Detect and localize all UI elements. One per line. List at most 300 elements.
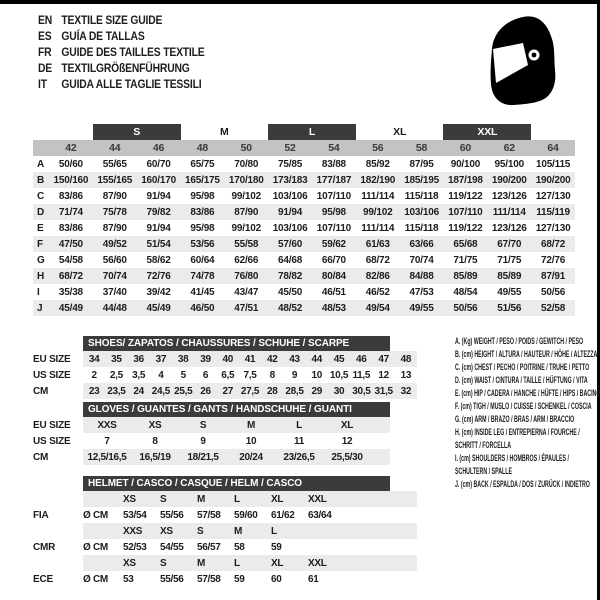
legend-item <box>455 387 600 400</box>
measurement-value: 123/126 <box>491 190 527 202</box>
language-title: TEXTILE SIZE GUIDE <box>61 15 163 27</box>
legend-item <box>455 452 600 478</box>
measurement-value: 84/88 <box>409 270 434 282</box>
shoes-eu-value: 41 <box>239 351 261 367</box>
shoes-cm-value: 27,5 <box>239 383 261 399</box>
measurement-value: 71/75 <box>497 254 522 266</box>
helmet-size-value: 58 <box>234 541 245 553</box>
size-row-label: EU SIZE <box>33 419 71 431</box>
size-group-header: L <box>268 124 356 140</box>
shoes-eu-value: 47 <box>372 351 394 367</box>
language-row <box>38 61 205 77</box>
measurement-value: 115/118 <box>404 190 439 202</box>
helmet-size-header-row <box>33 523 417 539</box>
measurement-value: 87/90 <box>102 222 127 234</box>
measurement-value: 103/106 <box>272 190 308 202</box>
measurement-value: 50/56 <box>453 302 478 314</box>
measurement-value: 44/48 <box>102 302 127 314</box>
helmet-size-header: M <box>234 523 271 539</box>
cert-label: CMR <box>33 541 56 553</box>
filler-cell <box>371 433 390 449</box>
measurement-row-label: B <box>37 174 45 186</box>
measurement-value: 68/72 <box>541 238 566 250</box>
shoes-us-value: 4 <box>158 369 164 381</box>
shoes-row <box>33 383 417 399</box>
language-title: GUIDA ALLE TAGLIE TESSILI <box>61 79 202 91</box>
measurement-value: 107/110 <box>316 222 351 234</box>
measurement-value: 170/180 <box>228 174 264 186</box>
shoes-row <box>33 367 417 383</box>
gloves-section <box>33 402 390 465</box>
unit-spacer <box>83 555 123 571</box>
diameter-unit-label: Ø CM <box>83 573 108 585</box>
size-column-header: 60 <box>459 142 472 154</box>
measurement-row <box>33 236 575 252</box>
helmet-size-value: 63/64 <box>308 509 332 521</box>
measurement-value: 49/55 <box>497 286 522 298</box>
shoes-cm-value: 27 <box>217 383 239 399</box>
helmet-size-value: 53 <box>123 573 134 585</box>
language-row <box>38 45 205 61</box>
measurement-value: 91/94 <box>146 222 171 234</box>
helmet-size-header: XXS <box>123 523 160 539</box>
helmet-value-row <box>33 539 417 555</box>
measurement-value: 43/47 <box>234 286 259 298</box>
measurement-row <box>33 204 575 220</box>
cert-label: FIA <box>33 509 49 521</box>
shoes-cm-value: 23 <box>83 383 105 399</box>
group-spacer <box>531 124 575 140</box>
measurement-value: 70/74 <box>409 254 434 266</box>
helmet-size-header: XL <box>271 491 308 507</box>
measurement-value: 70/74 <box>102 270 127 282</box>
measurement-value: 83/88 <box>321 158 346 170</box>
measurement-value: 127/130 <box>535 222 571 234</box>
measurement-value: 51/56 <box>497 302 522 314</box>
helmet-section <box>33 476 417 587</box>
measurement-row-label: H <box>37 270 45 282</box>
shoes-eu-value: 44 <box>306 351 328 367</box>
measurement-value: 111/114 <box>361 190 395 202</box>
language-row <box>38 77 205 93</box>
gloves-eu-value: S <box>179 417 227 433</box>
size-group-header: S <box>93 124 181 140</box>
shoes-us-value: 8 <box>269 369 275 381</box>
gloves-us-value: 9 <box>200 435 206 447</box>
helmet-size-value: 59/60 <box>234 509 258 521</box>
helmet-table <box>33 491 417 587</box>
measurement-value: 49/54 <box>365 302 390 314</box>
textile-size-table <box>33 124 575 316</box>
shoes-us-value: 7,5 <box>243 369 257 381</box>
measurement-row-label: G <box>37 254 45 266</box>
measurement-value: 95/98 <box>190 222 215 234</box>
size-group-row <box>33 124 575 140</box>
helmet-size-value: 60 <box>271 573 282 585</box>
gloves-eu-value: XL <box>323 417 371 433</box>
gloves-eu-value: XXS <box>83 417 131 433</box>
measurement-value: 79/82 <box>146 206 171 218</box>
legend-item <box>455 335 600 348</box>
measurement-row <box>33 188 575 204</box>
measurement-value: 95/98 <box>321 206 346 218</box>
measurement-value: 103/106 <box>404 206 439 218</box>
measurement-value: 49/52 <box>102 238 127 250</box>
measurement-value: 90/100 <box>450 158 481 170</box>
helmet-size-value: 55/56 <box>160 509 184 521</box>
filler-cell <box>345 539 417 555</box>
helmet-size-header-row <box>33 491 417 507</box>
measurement-row-label: A <box>37 158 45 170</box>
measurement-value: 103/106 <box>272 222 308 234</box>
measurement-value: 87/90 <box>102 190 127 202</box>
size-group-header: M <box>220 126 229 138</box>
measurement-value: 35/38 <box>58 286 83 298</box>
helmet-size-header: M <box>197 491 234 507</box>
helmet-size-header: M <box>197 555 234 571</box>
gloves-us-value: 7 <box>104 435 110 447</box>
measurement-value: 68/72 <box>58 270 83 282</box>
measurement-value: 60/64 <box>190 254 215 266</box>
legend-line: E. (cm) HIP / CADERA / HANCHE / HÜFTE / HIPS / BACINO <box>455 388 600 398</box>
measurement-value: 85/89 <box>497 270 522 282</box>
measurement-value: 41/45 <box>190 286 215 298</box>
helmet-size-header: XL <box>271 555 308 571</box>
measurement-value: 83/86 <box>58 222 83 234</box>
gloves-eu-value: XS <box>131 417 179 433</box>
measurement-value: 51/54 <box>146 238 171 250</box>
measurement-value: 71/74 <box>58 206 83 218</box>
filler-cell <box>371 417 390 433</box>
helmet-size-value: 59 <box>234 573 245 585</box>
gloves-us-value: 12 <box>341 435 353 447</box>
gloves-row <box>33 433 390 449</box>
helmet-size-value: 61 <box>308 573 319 585</box>
measurement-row-label: I <box>37 286 40 298</box>
size-column-header: 54 <box>328 142 340 154</box>
measurement-value: 71/75 <box>453 254 478 266</box>
measurement-row <box>33 268 575 284</box>
legend-line: C. (cm) CHEST / PECHO / POITRINE / TRUHE / PETTO <box>455 362 590 372</box>
measurement-value: 78/82 <box>278 270 303 282</box>
measurement-value: 74/78 <box>190 270 215 282</box>
measurement-value: 68/72 <box>365 254 390 266</box>
measurement-row-label: C <box>37 190 45 202</box>
measurement-value: 105/115 <box>535 158 571 170</box>
measurement-value: 62/66 <box>234 254 259 266</box>
gloves-cm-value: 18/21,5 <box>179 449 227 465</box>
size-column-header: 44 <box>109 142 121 154</box>
shoes-us-value: 5 <box>180 369 186 381</box>
measurement-value: 76/80 <box>234 270 259 282</box>
measurement-value: 67/70 <box>497 238 522 250</box>
measurement-value: 50/60 <box>58 158 83 170</box>
measurement-row <box>33 252 575 268</box>
measurement-value: 119/122 <box>448 190 483 202</box>
measurement-legend <box>455 335 600 491</box>
measurement-value: 185/195 <box>404 174 439 186</box>
measurement-value: 115/119 <box>536 206 570 218</box>
corner-cell <box>33 140 49 156</box>
helmet-value-row <box>33 507 417 523</box>
legend-line: D. (cm) WAIST / CINTURA / TAILLE / HÜFTUNG / VITA <box>455 375 588 385</box>
measurement-value: 91/94 <box>146 190 171 202</box>
size-header-row <box>33 140 575 156</box>
measurement-value: 56/60 <box>102 254 127 266</box>
helmet-section-title: HELMET / CASCO / CASQUE / HELM / CASCO <box>83 476 390 491</box>
shoes-us-value: 11,5 <box>352 369 371 381</box>
legend-line: B. (cm) HEIGHT / ALTURA / HAUTEUR / HÖHE / ALTEZZA <box>455 349 598 359</box>
shoes-cm-value: 25,5 <box>172 383 194 399</box>
size-column-header: 64 <box>547 142 559 154</box>
measurement-value: 52/58 <box>541 302 566 314</box>
measurement-value: 127/130 <box>535 190 571 202</box>
language-code: DE <box>38 63 53 75</box>
measurement-value: 55/58 <box>234 238 259 250</box>
measurement-row-label: F <box>37 238 43 250</box>
shoes-eu-value: 46 <box>350 351 372 367</box>
shoes-eu-value: 37 <box>150 351 172 367</box>
shoes-row <box>33 351 417 367</box>
shoes-us-value: 10,5 <box>329 369 349 381</box>
diameter-unit-label: Ø CM <box>83 509 108 521</box>
shoes-us-value: 13 <box>400 369 412 381</box>
measurement-value: 75/78 <box>102 206 127 218</box>
language-title: GUIDE DES TAILLES TEXTILE <box>61 47 205 59</box>
gloves-us-value: 8 <box>152 435 158 447</box>
shoes-eu-value: 43 <box>283 351 305 367</box>
size-row-label: US SIZE <box>33 369 71 381</box>
helmet-size-value: 52/53 <box>123 541 147 553</box>
page-top-border <box>0 0 600 4</box>
measurement-value: 72/76 <box>541 254 566 266</box>
measurement-row-label: E <box>37 222 44 234</box>
gloves-eu-value: M <box>227 417 275 433</box>
measurement-value: 39/42 <box>146 286 171 298</box>
helmet-size-value: 61/62 <box>271 509 295 521</box>
measurement-value: 82/86 <box>365 270 390 282</box>
size-row-label: CM <box>33 385 49 397</box>
helmet-size-value: 57/58 <box>197 573 221 585</box>
measurement-value: 59/62 <box>321 238 346 250</box>
shoes-cm-value: 24 <box>128 383 150 399</box>
size-row-label: CM <box>33 451 49 463</box>
measurement-value: 83/86 <box>58 190 83 202</box>
legend-line: F. (cm) TIGH / MUSLO / CUISSE / SCHENKEL / COSCIA <box>455 401 592 411</box>
language-row <box>38 29 205 45</box>
gloves-eu-value: L <box>275 417 323 433</box>
helmet-size-header: L <box>234 491 271 507</box>
helmet-size-header: XXL <box>308 491 345 507</box>
measurement-value: 95/98 <box>190 190 215 202</box>
measurement-value: 85/89 <box>453 270 478 282</box>
legend-line: I. (cm) SHOULDERS / HOMBROS / ÉPAULES / <box>455 453 569 463</box>
measurement-value: 65/68 <box>453 238 478 250</box>
measurement-value: 70/80 <box>234 158 259 170</box>
language-code: ES <box>38 31 52 43</box>
measurement-row <box>33 220 575 236</box>
measurement-value: 119/122 <box>448 222 483 234</box>
measurement-value: 107/110 <box>448 206 483 218</box>
size-column-header: 42 <box>65 142 77 154</box>
shoes-cm-value: 32 <box>395 383 417 399</box>
legend-line: G. (cm) ARM / BRAZO / BRAS / ARM / BRACCIO <box>455 414 575 424</box>
shoes-us-value: 6 <box>202 369 209 381</box>
size-row-label: US SIZE <box>33 435 71 447</box>
measurement-row <box>33 284 575 300</box>
filler-cell <box>345 507 417 523</box>
measurement-value: 66/70 <box>321 254 346 266</box>
measurement-value: 87/91 <box>541 270 566 282</box>
measurement-value: 75/85 <box>278 158 303 170</box>
filler-cell <box>345 523 417 539</box>
shoes-us-value: 6,5 <box>221 369 235 381</box>
gloves-row <box>33 449 390 465</box>
helmet-size-value: 56/57 <box>197 541 221 553</box>
measurement-value: 87/95 <box>409 158 434 170</box>
legend-item <box>455 374 600 387</box>
size-column-header: 52 <box>284 142 296 154</box>
measurement-value: 177/187 <box>316 174 352 186</box>
legend-item <box>455 478 600 491</box>
language-title: TEXTILGRÖßENFÜHRUNG <box>61 63 190 75</box>
shoes-cm-value: 26 <box>194 383 216 399</box>
shoes-eu-value: 48 <box>395 351 417 367</box>
helmet-size-header: XXL <box>308 555 345 571</box>
gloves-table <box>33 417 390 465</box>
measurement-value: 65/75 <box>190 158 215 170</box>
helmet-size-value: 55/56 <box>160 573 184 585</box>
measurement-value: 45/49 <box>58 302 83 314</box>
measurement-value: 99/102 <box>231 222 261 234</box>
helmet-size-value: 57/58 <box>197 509 221 521</box>
helmet-size-header: XS <box>123 491 160 507</box>
gloves-us-value: 11 <box>294 435 304 447</box>
unit-spacer <box>83 523 123 539</box>
measurement-value: 48/54 <box>453 286 478 298</box>
measurement-value: 60/70 <box>146 158 171 170</box>
shoes-section <box>33 336 417 399</box>
measurement-value: 47/51 <box>234 302 259 314</box>
measurement-value: 37/40 <box>102 286 127 298</box>
measurement-value: 49/55 <box>409 302 434 314</box>
legend-line: SCHRITT / FORCELLA <box>455 440 512 450</box>
size-group-header: XXL <box>443 124 531 140</box>
measurement-value: 63/66 <box>409 238 434 250</box>
size-column-header: 56 <box>372 142 384 154</box>
size-column-header: 48 <box>196 142 209 154</box>
measurement-value: 111/114 <box>492 206 526 218</box>
language-code: FR <box>38 47 52 59</box>
legend-item <box>455 348 600 361</box>
helmet-size-header-row <box>33 555 417 571</box>
measurement-value: 57/60 <box>278 238 303 250</box>
helmet-size-value: 54/55 <box>160 541 184 553</box>
cert-label-spacer <box>33 491 83 507</box>
measurement-value: 48/52 <box>278 302 303 314</box>
legend-item <box>455 426 600 452</box>
measurement-value: 95/100 <box>494 158 524 170</box>
filler-cell <box>345 491 417 507</box>
shoes-eu-value: 39 <box>194 351 216 367</box>
size-row-label: EU SIZE <box>33 353 71 365</box>
shoes-cm-value: 31,5 <box>372 383 394 399</box>
measurement-value: 173/183 <box>272 174 308 186</box>
helmet-size-value: 53/54 <box>123 509 147 521</box>
shoes-section-title: SHOES/ ZAPATOS / CHAUSSURES / SCHUHE / SCARPE <box>83 336 390 351</box>
language-title-list <box>38 13 205 93</box>
legend-line: SCHULTERN / SPALLE <box>455 466 512 476</box>
shoes-eu-value: 35 <box>105 351 127 367</box>
measurement-value: 45/49 <box>146 302 171 314</box>
shoes-us-value: 10 <box>311 369 323 381</box>
measurement-value: 61/63 <box>365 238 390 250</box>
measurement-value: 182/190 <box>360 174 396 186</box>
measurement-value: 155/165 <box>97 174 133 186</box>
helmet-size-header: S <box>160 491 197 507</box>
shoes-eu-value: 36 <box>128 351 150 367</box>
shoes-cm-value: 28 <box>261 383 283 399</box>
shoes-cm-value: 28,5 <box>283 383 305 399</box>
measurement-value: 87/90 <box>234 206 259 218</box>
gloves-section-title: GLOVES / GUANTES / GANTS / HANDSCHUHE / GUANTI <box>83 402 390 417</box>
size-column-header: 46 <box>152 142 165 154</box>
measurement-value: 58/62 <box>146 254 171 266</box>
helmet-size-value: 59 <box>271 541 282 553</box>
measurement-value: 54/58 <box>58 254 83 266</box>
legend-item <box>455 413 600 426</box>
language-code: IT <box>38 79 47 91</box>
measurement-value: 46/51 <box>321 286 346 298</box>
shoes-us-value: 2,5 <box>109 369 123 381</box>
measurement-value: 165/175 <box>185 174 220 186</box>
measurement-value: 47/53 <box>409 286 434 298</box>
measurement-value: 99/102 <box>231 190 261 202</box>
shoes-cm-value: 30 <box>328 383 350 399</box>
gloves-cm-value: 20/24 <box>227 449 275 465</box>
measurement-value: 50/56 <box>541 286 566 298</box>
filler-cell <box>371 449 390 465</box>
measurement-value: 99/102 <box>363 206 393 218</box>
measurement-value: 187/198 <box>448 174 483 186</box>
shoes-eu-value: 40 <box>217 351 239 367</box>
measurement-value: 64/68 <box>278 254 303 266</box>
shoes-us-value: 2 <box>91 369 97 381</box>
gloves-us-value: 10 <box>245 435 257 447</box>
measurement-value: 46/52 <box>365 286 390 298</box>
size-column-header: 62 <box>503 142 515 154</box>
language-code: EN <box>38 15 53 27</box>
racing-helmet-icon <box>487 16 565 108</box>
measurement-value: 107/110 <box>316 190 351 202</box>
measurement-value: 91/94 <box>278 206 303 218</box>
legend-line: A. (Kg) WEIGHT / PESO / POIDS / GEWITCH / PESO <box>455 336 584 346</box>
cert-label-spacer <box>33 555 83 571</box>
measurement-value: 45/50 <box>278 286 303 298</box>
unit-spacer <box>83 491 123 507</box>
gloves-cm-value: 12,5/16,5 <box>83 449 131 465</box>
measurement-value: 190/200 <box>535 174 571 186</box>
diameter-unit-label: Ø CM <box>83 541 108 553</box>
size-column-header: 58 <box>415 142 428 154</box>
size-column-header: 50 <box>240 142 252 154</box>
cert-label-spacer <box>33 523 83 539</box>
legend-item <box>455 361 600 374</box>
shoes-us-value: 9 <box>291 369 298 381</box>
shoes-eu-value: 42 <box>261 351 283 367</box>
measurement-value: 80/84 <box>321 270 346 282</box>
measurement-value: 47/50 <box>58 238 83 250</box>
